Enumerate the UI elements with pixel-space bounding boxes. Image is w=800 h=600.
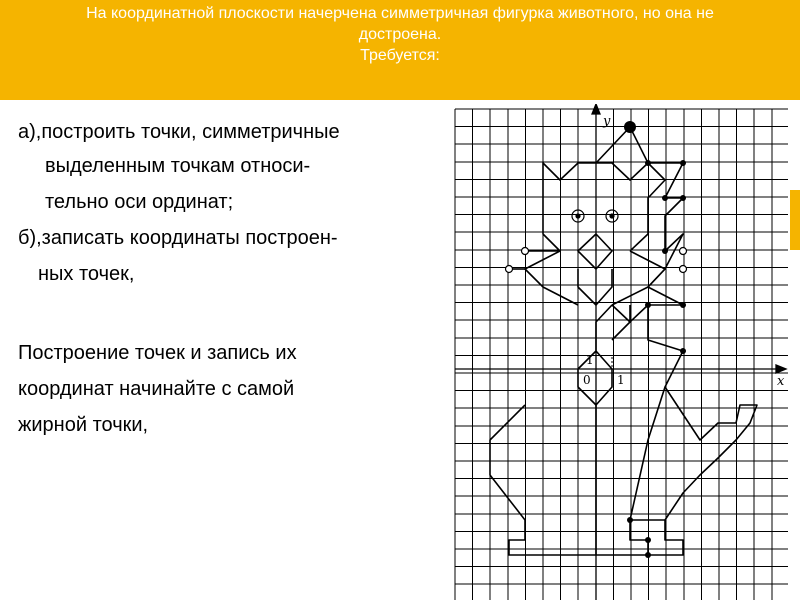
- task-a-line-1: а),построить точки, симметричные: [18, 121, 340, 143]
- collar-outline: [612, 305, 630, 340]
- task-b-line-2: ных точек,: [38, 263, 135, 285]
- coordinate-grid-figure: [450, 104, 790, 600]
- hat-and-mane-outline: [596, 127, 683, 322]
- point-icon: [680, 348, 686, 354]
- point-icon: [645, 552, 651, 558]
- point-icon: [680, 160, 686, 166]
- origin-label: 0: [583, 373, 591, 387]
- note-line-1: Построение точек и запись их: [18, 342, 297, 364]
- y-axis-label: y: [603, 114, 611, 129]
- task-a-line-2: выделенным точкам относи-: [45, 155, 311, 177]
- header-banner: [0, 0, 800, 100]
- nose-outline: [578, 234, 612, 269]
- mouth-outline: [578, 269, 612, 305]
- task-b-line-1: б),записать координаты построен-: [18, 227, 338, 249]
- point-icon: [662, 248, 668, 254]
- note-line-2: координат начинайте с самой: [18, 378, 295, 400]
- point-icon: [645, 537, 651, 543]
- y-unit-label: 1: [586, 353, 594, 367]
- right-accent-bar: [790, 190, 800, 250]
- hollow-point-icon: [506, 266, 513, 273]
- point-icon: [627, 517, 633, 523]
- point-icon: [680, 195, 686, 201]
- hollow-point-icon: [522, 248, 529, 255]
- right-body-outline: [630, 305, 683, 520]
- x-unit-label: 1: [617, 373, 625, 387]
- header-line-2: достроена.: [358, 26, 442, 43]
- task-a-line-3: тельно оси ординат;: [45, 191, 234, 213]
- left-ear-head-outline: [543, 163, 596, 251]
- point-icon: [645, 160, 651, 166]
- header-line-3: Требуется:: [360, 47, 440, 64]
- right-cheek-outline: [612, 251, 665, 305]
- animal-outline: [490, 127, 757, 555]
- hollow-point-icon: [680, 266, 687, 273]
- point-icon: [645, 302, 651, 308]
- boldest-point-icon: [624, 121, 636, 133]
- note-line-3: жирной точки,: [18, 414, 149, 436]
- hollow-point-icon: [680, 248, 687, 255]
- highlighted-points: [624, 121, 686, 558]
- x-axis-arrow-icon: [776, 365, 786, 373]
- eyes: [572, 210, 618, 222]
- left-cheek-outline: [525, 251, 578, 305]
- header-line-1: На координатной плоскости начерчена симметричная фигурка животного, но она не: [86, 5, 714, 22]
- point-icon: [680, 302, 686, 308]
- point-icon: [662, 195, 668, 201]
- base-and-left-side-outline: [490, 405, 683, 555]
- right-leg-outline: [630, 520, 648, 555]
- x-axis-label: x: [777, 374, 785, 389]
- grid-lines: [455, 109, 788, 600]
